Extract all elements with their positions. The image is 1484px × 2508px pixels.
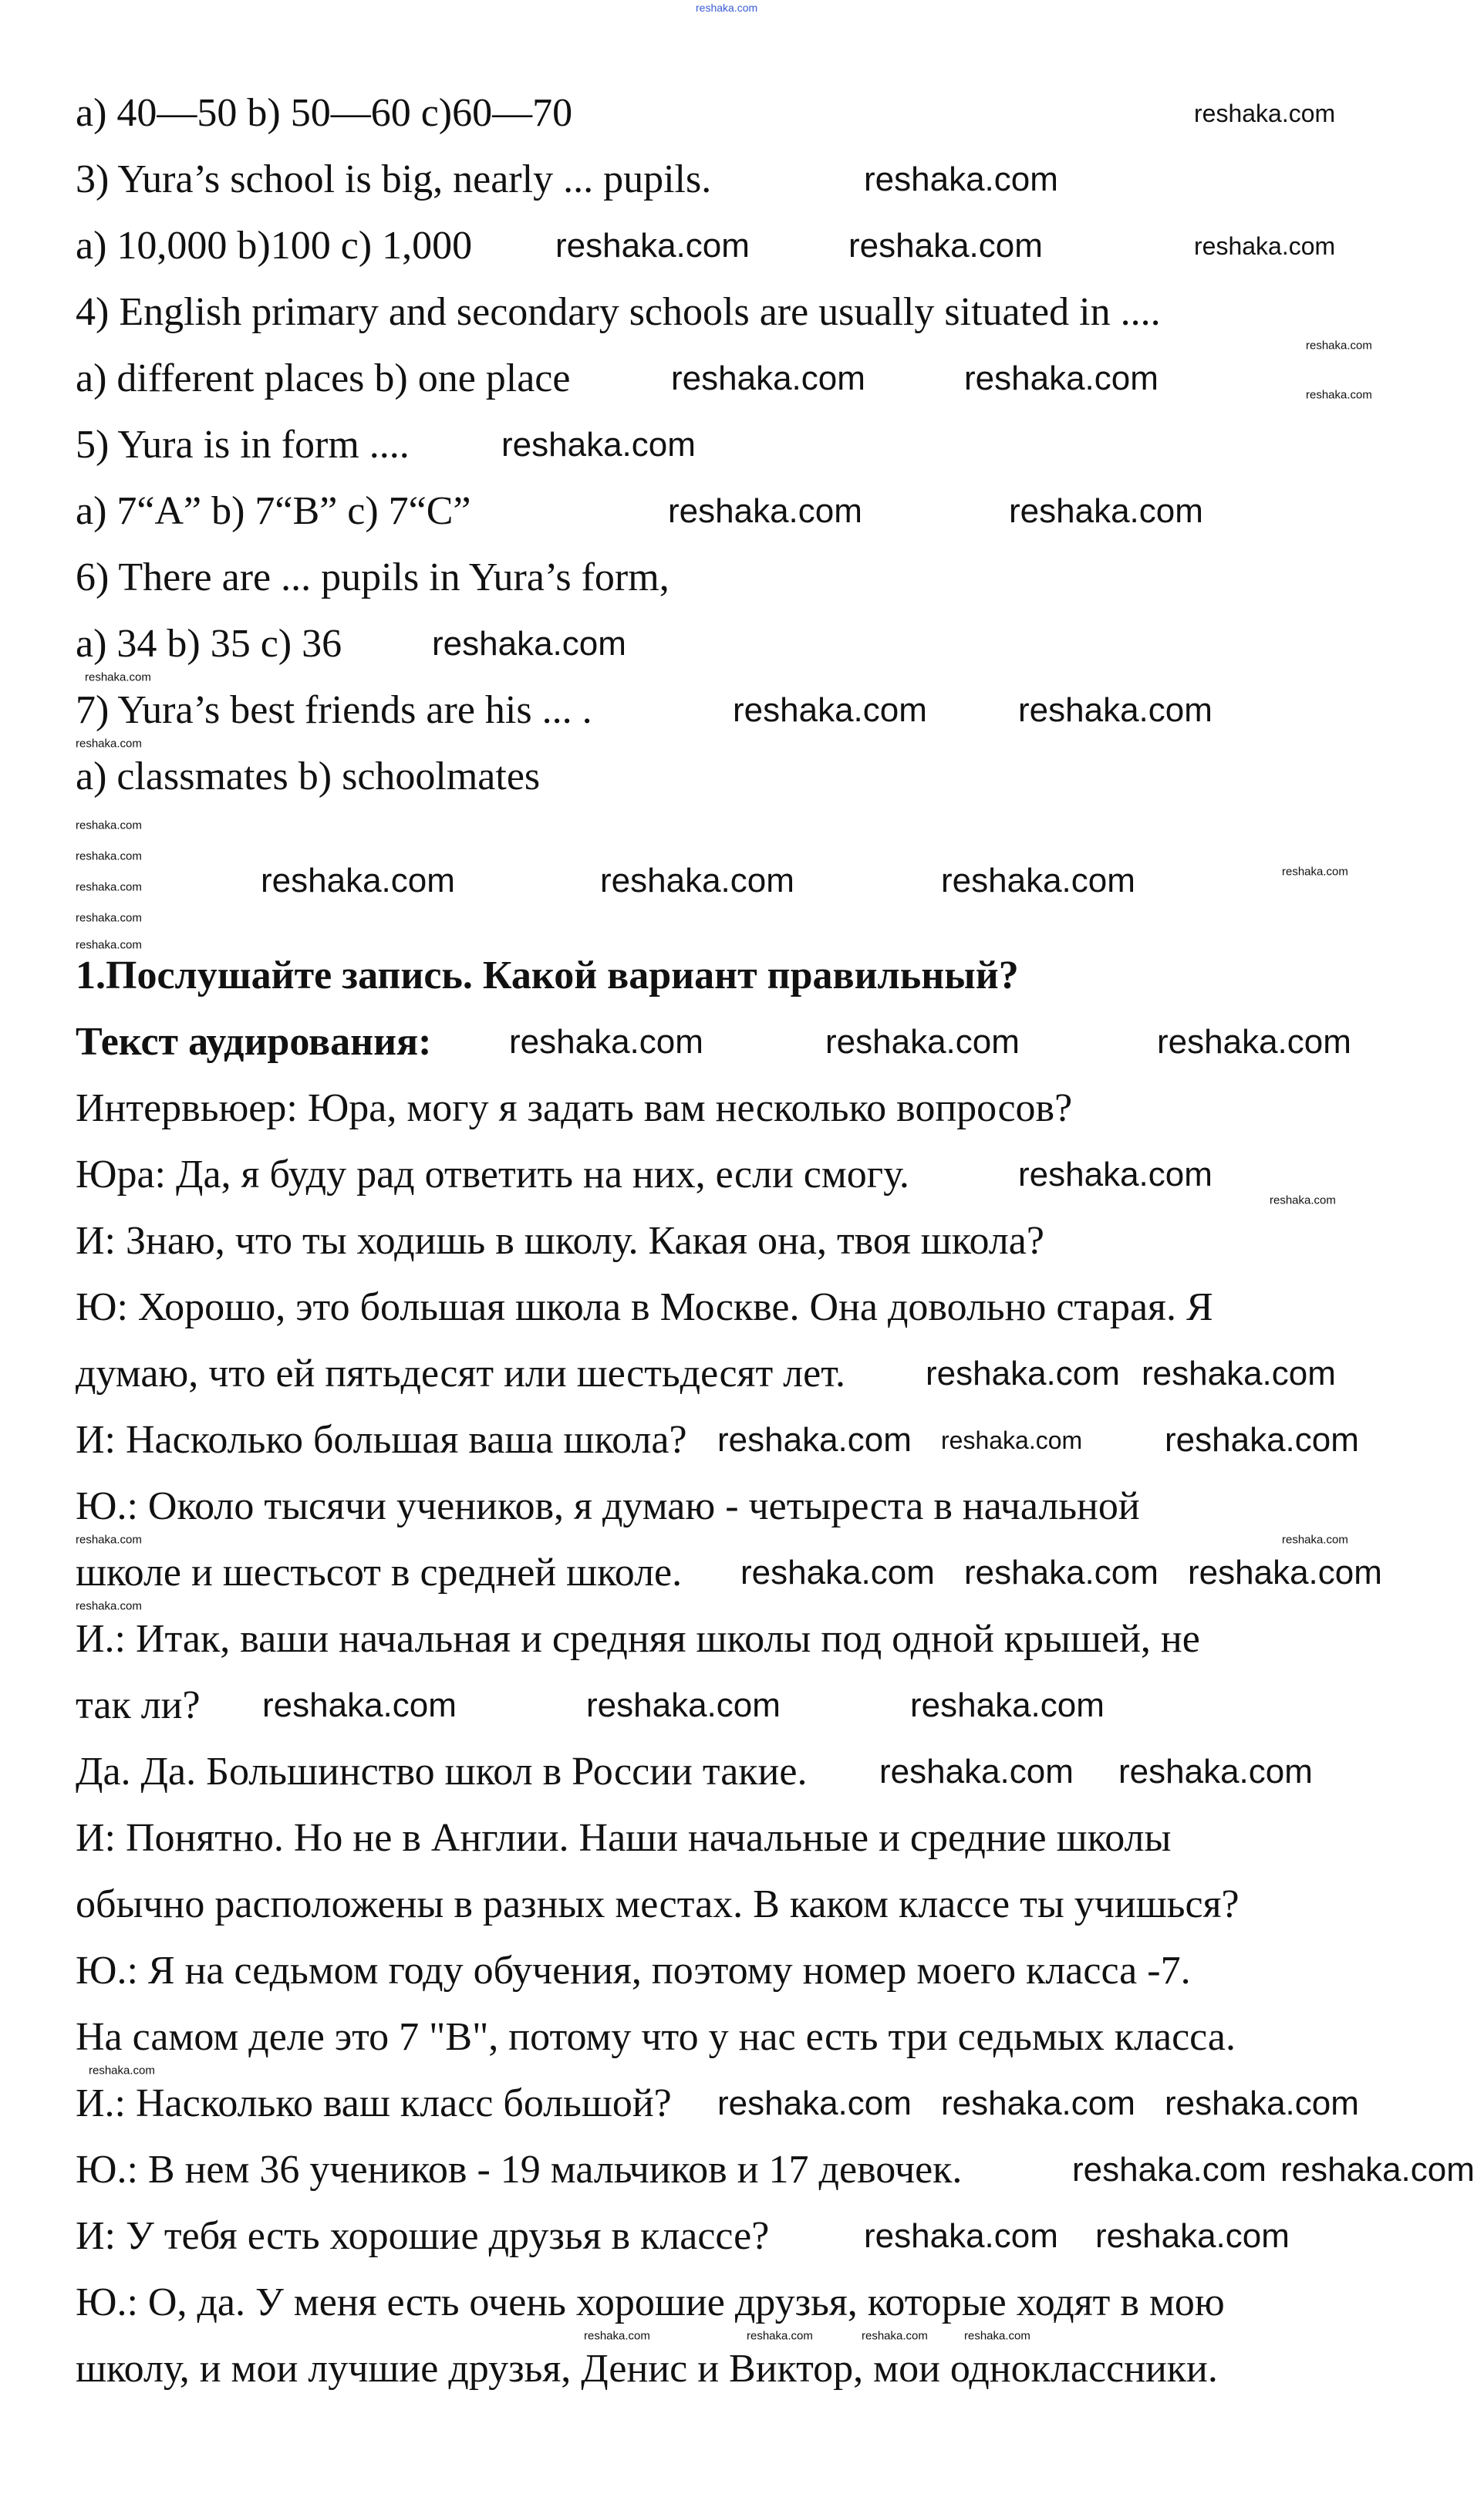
watermark: reshaka.com [1306,339,1372,353]
watermark: reshaka.com [76,819,142,832]
question: 4) English primary and secondary schools are usually situated in .... [76,290,1161,334]
watermark: reshaka.com [964,2329,1030,2343]
watermark: reshaka.com [941,2084,1135,2122]
transcript-line: Ю: Хорошо, это большая школа в Москве. Она довольно старая. Я [76,1285,1213,1329]
transcript-line: так ли? [76,1683,201,1727]
watermark: reshaka.com [586,1686,781,1724]
watermark: reshaka.com [76,938,142,952]
watermark: reshaka.com [964,1554,1159,1592]
watermark: reshaka.com [1270,1193,1336,1207]
watermark: reshaka.com [1142,1355,1336,1392]
transcript-line: школу, и мои лучшие друзья, Денис и Виктор, мои одноклассники. [76,2347,1218,2391]
question: 5) Yura is in form .... [76,423,410,467]
question: 7) Yura’s best friends are his ... . [76,688,592,732]
watermark: reshaka.com [926,1355,1120,1392]
watermark: reshaka.com [1165,2084,1359,2122]
watermark: reshaka.com [864,2217,1058,2255]
watermark: reshaka.com [964,359,1159,397]
watermark: reshaka.com [1165,1421,1359,1459]
watermark: reshaka.com [1306,388,1372,402]
watermark: reshaka.com [825,1023,1020,1061]
watermark: reshaka.com [941,862,1135,900]
watermark: reshaka.com [76,849,142,863]
watermark: reshaka.com [89,2064,155,2078]
watermark: reshaka.com [671,359,865,397]
watermark: reshaka.com [432,625,626,663]
watermark: reshaka.com [1095,2217,1290,2255]
watermark: reshaka.com [733,691,927,729]
answer-options: a) 34 b) 35 c) 36 [76,622,342,666]
watermark: reshaka.com [262,1686,457,1724]
transcript-line: И: Знаю, что ты ходишь в школу. Какая она, твоя школа? [76,1219,1044,1263]
watermark: reshaka.com [910,1686,1105,1724]
watermark: reshaka.com [1194,100,1336,127]
watermark: reshaka.com [555,227,750,265]
watermark: reshaka.com [1282,1533,1348,1547]
watermark: reshaka.com [1280,2151,1475,2189]
watermark: reshaka.com [864,160,1058,198]
watermark: reshaka.com [76,737,142,751]
watermark: reshaka.com [879,1753,1074,1791]
transcript-line: думаю, что ей пятьдесят или шестьдесят лет. [76,1352,846,1396]
watermark: reshaka.com [1157,1023,1351,1061]
answer-options: a) 40—50 b) 50—60 c)60—70 [76,91,573,135]
transcript-line: И: У тебя есть хорошие друзья в классе? [76,2214,770,2258]
transcript-line: Да. Да. Большинство школ в России такие. [76,1750,808,1794]
transcript-line: школе и шестьсот в средней школе. [76,1551,683,1595]
watermark: reshaka.com [1018,691,1212,729]
watermark: reshaka.com [261,862,455,900]
watermark: reshaka.com [1118,1753,1313,1791]
transcript-line: Интервьюер: Юра, могу я задать вам несколько вопросов? [76,1086,1073,1130]
watermark: reshaka.com [76,1599,142,1613]
watermark: reshaka.com [509,1023,703,1061]
watermark: reshaka.com [1018,1156,1212,1193]
answer-options: a) classmates b) schoolmates [76,754,541,798]
watermark: reshaka.com [848,227,1043,265]
transcript-line: И.: Насколько ваш класс большой? [76,2081,672,2125]
transcript-line: Ю.: О, да. У меня есть очень хорошие друзья, которые ходят в мою [76,2280,1225,2324]
watermark: reshaka.com [584,2329,650,2343]
watermark: reshaka.com [941,1426,1083,1454]
question: 6) There are ... pupils in Yura’s form, [76,555,669,599]
transcript-heading: Текст аудирования: [76,1020,432,1064]
watermark: reshaka.com [668,492,862,530]
watermark: reshaka.com [85,670,151,684]
watermark: reshaka.com [862,2329,928,2343]
transcript-line: Юра: Да, я буду рад ответить на них, если смогу. [76,1153,909,1197]
question: 3) Yura’s school is big, nearly ... pupils. [76,157,712,201]
watermark: reshaka.com [1282,865,1348,879]
transcript-line: И.: Итак, ваши начальная и средняя школы под одной крышей, не [76,1617,1200,1661]
watermark: reshaka.com [76,880,142,894]
answer-options: a) different places b) one place [76,356,571,400]
transcript-line: Ю.: В нем 36 учеников - 19 мальчиков и 17 девочек. [76,2148,963,2192]
watermark: reshaka.com [696,2,758,14]
watermark: reshaka.com [76,911,142,925]
watermark: reshaka.com [1009,492,1203,530]
transcript-line: И: Понятно. Но не в Англии. Наши начальные и средние школы [76,1816,1172,1860]
watermark: reshaka.com [717,1421,912,1459]
watermark: reshaka.com [717,2084,912,2122]
watermark: reshaka.com [600,862,794,900]
transcript-line: И: Насколько большая ваша школа? [76,1418,687,1462]
answer-options: a) 10,000 b)100 c) 1,000 [76,224,473,268]
document-page [76,80,1449,2402]
answer-options: a) 7“A” b) 7“B” c) 7“C” [76,489,471,533]
watermark: reshaka.com [76,1533,142,1547]
watermark: reshaka.com [747,2329,813,2343]
transcript-line: обычно расположены в разных местах. В каком классе ты учишься? [76,1882,1239,1926]
task-heading: 1.Послушайте запись. Какой вариант правильный? [76,954,1019,997]
watermark: reshaka.com [1194,232,1336,260]
transcript-line: Ю.: Около тысячи учеников, я думаю - четыреста в начальной [76,1484,1140,1528]
transcript-line: Ю.: Я на седьмом году обучения, поэтому номер моего класса -7. [76,1949,1191,1993]
watermark: reshaka.com [740,1554,935,1592]
transcript-line: На самом деле это 7 "В", потому что у нас есть три седьмых класса. [76,2015,1236,2059]
watermark: reshaka.com [501,426,696,464]
watermark: reshaka.com [1072,2151,1266,2189]
watermark: reshaka.com [1188,1554,1382,1592]
